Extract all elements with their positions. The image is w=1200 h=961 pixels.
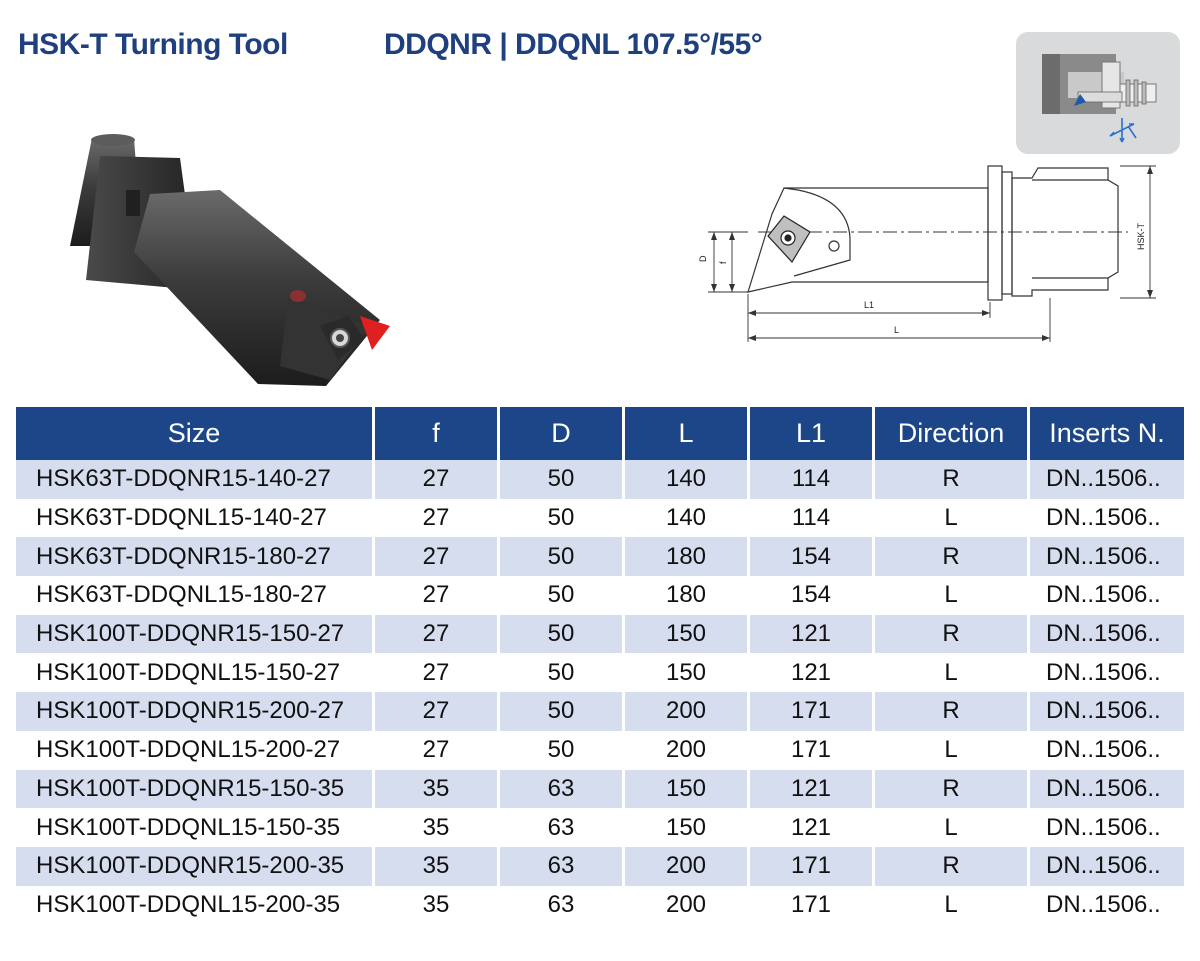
cell-l: 150 [625,653,750,692]
cell-d: 50 [500,576,625,615]
cell-size: HSK100T-DDQNR15-200-35 [16,847,375,886]
cell-d: 63 [500,847,625,886]
cell-size: HSK100T-DDQNL15-150-35 [16,808,375,847]
cell-l1: 114 [750,499,875,538]
dim-label-l: L [894,325,900,335]
cell-l: 150 [625,615,750,654]
cell-f: 27 [375,460,500,499]
cell-d: 50 [500,692,625,731]
technical-drawing [688,160,1168,360]
cell-size: HSK63T-DDQNL15-180-27 [16,576,375,615]
cell-inserts: DN..1506.. [1030,770,1184,809]
cell-l: 180 [625,576,750,615]
cell-direction: L [875,886,1030,925]
table-row [16,847,1184,886]
cell-direction: L [875,808,1030,847]
column-header-direction: Direction [875,407,1030,460]
cell-l1: 121 [750,615,875,654]
column-header-d: D [500,407,625,460]
cell-l: 200 [625,847,750,886]
column-header-f: f [375,407,500,460]
cell-size: HSK63T-DDQNL15-140-27 [16,499,375,538]
table-row [16,692,1184,731]
dim-label-l1: L1 [864,300,875,310]
dim-label-d: D [698,255,708,262]
cell-direction: L [875,576,1030,615]
table-header-row [16,407,1184,460]
table-row [16,653,1184,692]
cell-f: 27 [375,499,500,538]
dim-label-hsk: HSK-T [1136,223,1146,250]
cell-l1: 171 [750,886,875,925]
cell-f: 35 [375,770,500,809]
cell-l1: 121 [750,770,875,809]
cell-f: 27 [375,653,500,692]
cell-f: 27 [375,576,500,615]
cell-inserts: DN..1506.. [1030,847,1184,886]
table-row [16,770,1184,809]
cell-inserts: DN..1506.. [1030,499,1184,538]
cell-direction: R [875,460,1030,499]
table-row [16,576,1184,615]
cell-size: HSK100T-DDQNL15-150-27 [16,653,375,692]
cell-size: HSK100T-DDQNR15-150-27 [16,615,375,654]
cell-direction: L [875,653,1030,692]
cell-d: 50 [500,615,625,654]
cell-direction: L [875,731,1030,770]
cell-inserts: DN..1506.. [1030,537,1184,576]
cell-direction: L [875,499,1030,538]
table-row [16,615,1184,654]
cell-d: 63 [500,770,625,809]
cell-inserts: DN..1506.. [1030,731,1184,770]
cell-l1: 171 [750,847,875,886]
cell-l1: 121 [750,653,875,692]
cell-l1: 121 [750,808,875,847]
table-row [16,808,1184,847]
cell-f: 35 [375,847,500,886]
cell-l: 200 [625,886,750,925]
dim-label-f: f [718,261,728,264]
table-row [16,886,1184,925]
specification-table [16,407,1184,924]
cell-f: 35 [375,808,500,847]
cell-l1: 154 [750,537,875,576]
cell-d: 50 [500,537,625,576]
cell-direction: R [875,770,1030,809]
tool-holder-image [30,130,400,392]
cell-inserts: DN..1506.. [1030,692,1184,731]
cell-f: 27 [375,537,500,576]
column-header-l: L [625,407,750,460]
cell-size: HSK100T-DDQNL15-200-35 [16,886,375,925]
table-row [16,499,1184,538]
cell-inserts: DN..1506.. [1030,886,1184,925]
column-header-inserts: Inserts N. [1030,407,1184,460]
cell-f: 27 [375,615,500,654]
cell-f: 35 [375,886,500,925]
cell-d: 50 [500,499,625,538]
cell-inserts: DN..1506.. [1030,576,1184,615]
cell-direction: R [875,692,1030,731]
cell-d: 50 [500,653,625,692]
cell-direction: R [875,847,1030,886]
table-row [16,537,1184,576]
cell-f: 27 [375,692,500,731]
cell-inserts: DN..1506.. [1030,615,1184,654]
cell-l: 150 [625,770,750,809]
page-title: HSK-T Turning Tool [18,28,288,61]
cell-l: 180 [625,537,750,576]
column-header-l1: L1 [750,407,875,460]
cell-l1: 171 [750,692,875,731]
cell-l: 150 [625,808,750,847]
table-row [16,460,1184,499]
cell-size: HSK100T-DDQNL15-200-27 [16,731,375,770]
cell-f: 27 [375,731,500,770]
cell-d: 63 [500,808,625,847]
cell-l: 200 [625,692,750,731]
cell-size: HSK63T-DDQNR15-180-27 [16,537,375,576]
cell-direction: R [875,537,1030,576]
cell-inserts: DN..1506.. [1030,653,1184,692]
cell-inserts: DN..1506.. [1030,808,1184,847]
column-header-size: Size [16,407,375,460]
application-thumbnail [1016,32,1180,154]
cell-size: HSK63T-DDQNR15-140-27 [16,460,375,499]
cell-direction: R [875,615,1030,654]
cell-l1: 114 [750,460,875,499]
cell-l: 140 [625,460,750,499]
cell-size: HSK100T-DDQNR15-150-35 [16,770,375,809]
cell-l: 140 [625,499,750,538]
cell-l1: 171 [750,731,875,770]
cell-inserts: DN..1506.. [1030,460,1184,499]
cell-l: 200 [625,731,750,770]
page-subtitle: DDQNR | DDQNL 107.5°/55° [384,28,763,61]
boring-operation-icon [1016,32,1180,154]
cell-d: 50 [500,460,625,499]
table-row [16,731,1184,770]
cell-l1: 154 [750,576,875,615]
cell-d: 50 [500,731,625,770]
cell-size: HSK100T-DDQNR15-200-27 [16,692,375,731]
cell-d: 63 [500,886,625,925]
